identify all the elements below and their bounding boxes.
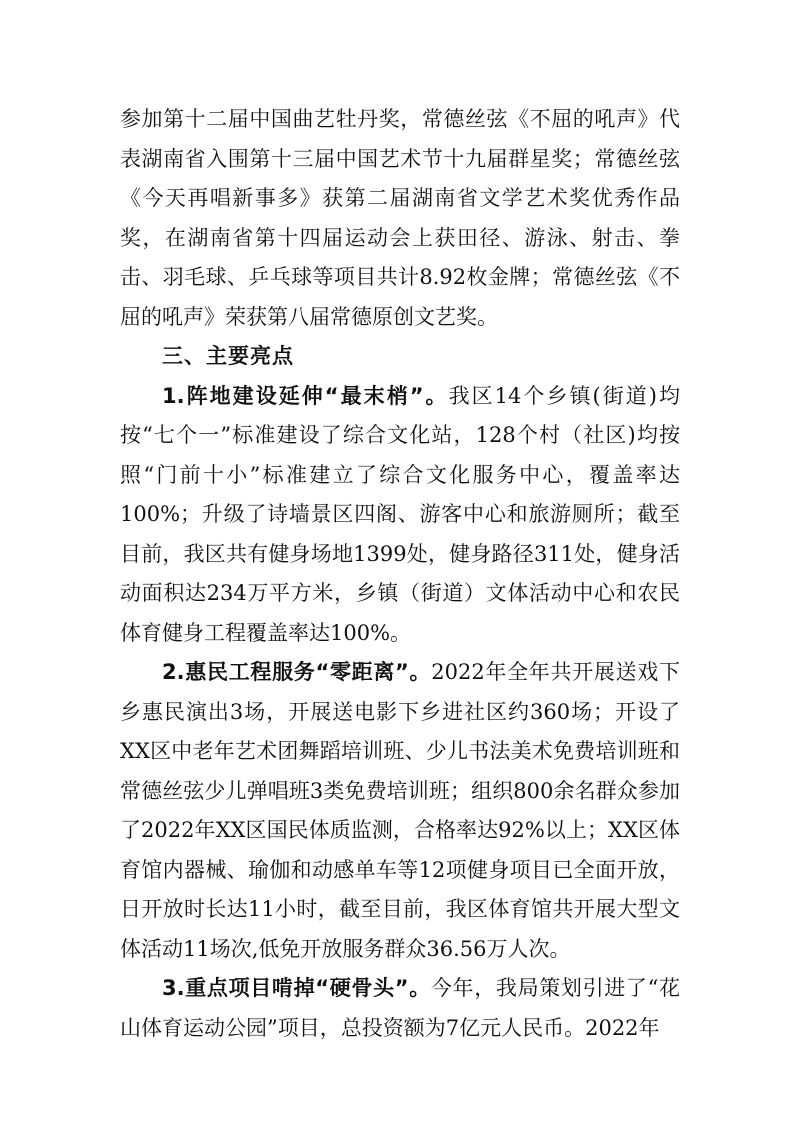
item-body-2: 2022年全年共开展送戏下乡惠民演出3场，开展送电影下乡进社区约360场；开设了XX区中老年艺术团舞蹈培训班、少儿书法美术免费培训班和常德丝弦少儿弹唱班3类免费培训班；组织800余名群众参加了2022年XX区国民体质监测，合格率达92%以上；XX区体育馆内器械、瑜伽和动感单车等12项健身项目已全面开放，日开放时长达11小时，截至目前，我区体育馆共开展大型文体活动11场次,低免开放服务群众36.56万人次。 [120, 660, 680, 961]
item-lead-1: 1.阵地建设延伸“最末梢”。 [162, 383, 449, 408]
section-heading: 三、主要亮点 [162, 344, 294, 368]
document-body [120, 100, 680, 1048]
item-paragraph-2 [120, 653, 680, 969]
item-body-1: 我区14个乡镇(街道)均按“七个一”标准建设了综合文化站，128个村（社区)均按照“门前十小”标准建立了综合文化服务中心，覆盖率达100%；升级了诗墙景区四阁、游客中心和旅游厕所；截至目前，我区共有健身场地1399处，健身路径311处，健身活动面积达234万平方米，乡镇（街道）文体活动中心和农民体育健身工程覆盖率达100%。 [120, 383, 680, 645]
item-paragraph-3 [120, 969, 680, 1048]
item-paragraph-1 [120, 377, 680, 654]
item-lead-3: 3.重点项目啃掉“硬骨头”。 [162, 976, 431, 1000]
continuation-paragraph: 参加第十二届中国曲艺牡丹奖，常德丝弦《不屈的吼声》代表湖南省入围第十三届中国艺术节十九届群星奖；常德丝弦《今天再唱新事多》获第二届湖南省文学艺术奖优秀作品奖，在湖南省第十四届运动会上获田径、游泳、射击、拳击、羽毛球、乒乓球等项目共计8.92枚金牌；常德丝弦《不屈的吼声》荣获第八届常德原创文艺奖。 [120, 107, 680, 329]
item-lead-2: 2.惠民工程服务“零距离”。 [162, 660, 432, 684]
item-body-3: 今年，我局策划引进了“花山体育运动公园”项目，总投资额为7亿元人民币。2022年 [120, 976, 680, 1040]
